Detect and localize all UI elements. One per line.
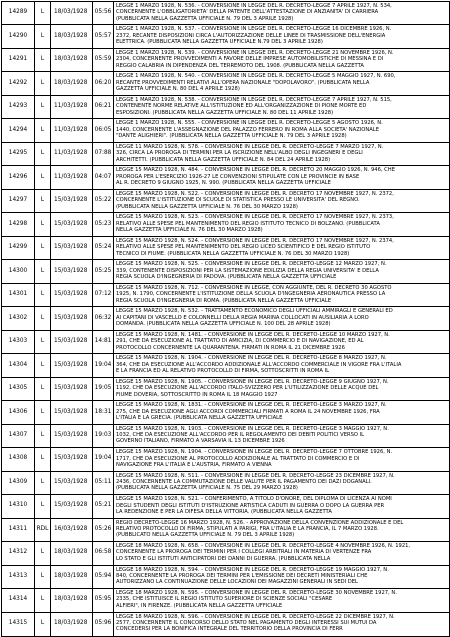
row-type: L [35,284,51,306]
row-date: 16/03/1928 [51,519,93,541]
row-date: 11/03/1928 [51,96,93,118]
row-time: 19:05 [93,378,114,400]
table-row [2,307,449,330]
table-row [2,542,449,565]
row-type: L [35,25,51,47]
table-row [2,25,449,48]
row-type: L [35,589,51,611]
row-time: 05:23 [93,213,114,235]
row-date: 18/03/1928 [51,589,93,611]
row-id: 14314 [2,589,35,611]
row-id: 14313 [2,566,35,588]
row-id: 14315 [2,613,35,636]
row-type: L [35,495,51,517]
table-row [2,143,449,166]
row-type: L [35,448,51,470]
row-text: LEGGE 15 MARZO 1928, N. 525. - CONVERSIONE IN LEGGE DEL R. DECRETO-LEGGE 12 MARZO 1927, N. 339, CONTENENTE DISPOSIZIONI PER LA SISTEMAZIONE EDILIZIA DELLA REGIA UNIVERSITA' E DELLA REGIA SCUOLA D'INGEGNERIA DI PADOVA. (PUBBLICATA NELLA GAZZETTA UFFICIALE [116,261,387,281]
row-id: 14298 [2,213,35,235]
row-type: L [35,307,51,329]
row-text: LEGGE 1 MARZO 1928, N. 537. - CONVERSIONE IN LEGGE DEL R. DECRETO-LEGGE 16 DICEMBRE 1926, N. 2372, RECANTE DISPOSIZIONI CIRCA L'AUTORIZZAZIONE DELLE LINEE DI TRASMISSIONE DELL'ENERGIA ELETTRICA. (PUBBLICATA NELLA GAZZETTA UFFICIALE N.79 DEL 3 APRILE 1928) [116,26,392,46]
row-id: 14291 [2,49,35,71]
row-time: 05:56 [93,2,114,24]
row-date: 15/03/1928 [51,425,93,447]
row-text: LEGGE 15 MARZO 1928, N. 521. - CONFERIMENTO, A TITOLO D'ONORE, DEL DIPLOMA DI LICENZA AI NOMI DEGLI STUDENTI DEGLI ISTITUTI D'ISTRUZIONE ARTISTICA CADUTI IN GUERRA O DOPO LA GUERRA PER LA REDENZIONE E PER LA DIFESA DELLA VITTORIA. (PUBBLICATA NELLA GAZZETTA [116,496,392,515]
table-row [2,448,449,471]
row-text: LEGGE 15 MARZO 1928, N. 1481. - CONVERSIONE IN LEGGE DEL R. DECRETO-LEGGE 10 MARZO 1927, N. 291, CHE DA ESECUZIONE AL TRATTATO DI AMICIZIA, DI COMMERCIO E DI NAVIGAZIONE, ED AL PROTOCOLLO CONCERNENTE LA QUARANTENA. FIRMATI IN ROMA IL 21 DICEMBRE 1926 [116,331,390,351]
row-type: L [35,119,51,141]
row-date: 11/03/1928 [51,143,93,165]
row-time: 06:05 [93,119,114,141]
row-id: 14302 [2,307,35,329]
row-time: 14:81 [93,331,114,353]
row-time: 06:21 [93,96,114,118]
row-date: 18/03/1928 [51,613,93,636]
row-type: L [35,472,51,494]
row-text: LEGGE 18 MARZO 1928, N. 658. - CONVERSIONE IN LEGGE DEL R. DECRETO-LEGGE 4 NOVEMBRE 1926, N. 1921, CONCERNENTE LA PROROGA DEI TERMINI PER I COLLEGI ARBITRALI IN MATERIA DI VERTENZE FRA LO STATO E GLI ISTITUTI ANTICIPATORI DEI DANNI DI GUERRA. (PUBBLICATA NELLA [116,543,411,562]
row-id: 14305 [2,378,35,400]
row-date: 15/03/1928 [51,378,93,400]
row-time: 05:96 [93,613,114,636]
row-time: 05:59 [93,49,114,71]
row-id: 14304 [2,354,35,376]
row-type: L [35,166,51,188]
row-id: 14296 [2,166,35,188]
row-time: 05:22 [93,190,114,212]
table-row [2,190,449,213]
row-type: L [35,354,51,376]
row-text: LEGGE 15 MARZO 1928, N. 522. - CONVERSIONE IN LEGGE DEL R. DECRETO 17 NOVEMBRE 1927, N. 2372, CONCERNENTE L'ISTITUZIONE DI SCUOLE DI STATISTICA PRESSO LE UNIVERSITA' DEL REGNO. (PUBBLICATA NELLA GAZZETTA UFFICIALE N. 76 DEL 30 MARZO 1928) [116,190,394,210]
row-type: L [35,96,51,118]
row-text: LEGGE 1 MARZO 1928, N. 538. - CONVERSIONE IN LEGGE DEL R. DECRETO-LEGGE 7 APRILE 1927, N. 515, CONTENENTE NORME RELATIVE ALL'ISTITUZIONE ED ALL'ORGANIZZAZIONE DI PIONE MORTE ED ESPOSIZIONI. (PUBBLICATA NELLA GAZZETTA UFFICIALE N. 80 DEL 11 APRILE 1928) [116,96,392,116]
row-time: 04:07 [93,166,114,188]
row-id: 14300 [2,260,35,282]
row-text: LEGGE 15 MARZO 1928, N. 523. - CONVERSIONE IN LEGGE DEL R. DECRETO 17 NOVEMBRE 1927, N. 2373, RELATIVO ALLE SPESE PEL MANTENIMENTO DEL REGIO ISTITUTO TECNICO DI BOLZANO. (PUBBLICATA NELLA GAZZETTA UFFICIALE N. 76 DEL 30 MARZO 1928) [116,214,394,234]
row-type: L [35,49,51,71]
row-date: 15/03/1928 [51,495,93,517]
row-id: 14311 [2,519,35,541]
row-time: 05:94 [93,566,114,588]
row-date: 15/03/1928 [51,307,93,329]
row-time: 05:95 [93,589,114,611]
row-text: LEGGE 15 MARZO 1928, N. 524. - CONVERSIONE IN LEGGE DEL R. DECRETO 17 NOVEMBRE 1927, N. 2374, RELATIVO ALLE SPESE PEL MANTENIMENTO DEL REGIO LICEO SCIENTIFICO E DEL REGIO ISTITUTO TECNICO DI FIUME. (PUBBLICATA NELLA GAZZETTA UFFICIALE N. 76 DEL 30 MARZO 1928) [116,237,394,257]
row-text: LEGGE 15 MARZO 1928, N. 484. - CONVERSIONE IN LEGGE DEL R. DECRETO 20 MAGGIO 1926, N. 946, CHE PROROGA PER L'ESERCIZIO 1926-27 LE CONVENZIONI STIPULATE CON LE PROVINCIE IN BASE AL R. DECRETO 9 GIUGNO 1925, N. 990. (PUBBLICATA NELLA GAZZETTA UFFICIALE [116,167,395,187]
row-time: 06:20 [93,72,114,94]
row-date: 15/03/1928 [51,448,93,470]
row-id: 14307 [2,425,35,447]
row-date: 18/03/1928 [51,2,93,24]
row-id: 14306 [2,401,35,423]
row-date: 15/03/1928 [51,354,93,376]
row-time: 05:24 [93,237,114,259]
row-id: 14308 [2,448,35,470]
row-type: L [35,143,51,165]
row-date: 18/03/1928 [51,25,93,47]
row-type: L [35,331,51,353]
table-row [2,119,449,142]
row-id: 14293 [2,96,35,118]
row-date: 18/03/1928 [51,542,93,564]
table-row [2,237,449,260]
row-type: RDL [35,519,51,541]
row-date: 15/03/1928 [51,260,93,282]
row-date: 15/03/1928 [51,331,93,353]
table-row [2,213,449,236]
row-text: REGIO DECRETO-LEGGE 16 MARZO 1928, N. 526. - APPROVAZIONE DELLA CONVENZIONE ADDIZIONALE E DEL RELATIVO PROTOCOLLO DI FIRMA, STIPULATI A PARIGI, FRA L'ITALIA E LA FRANCIA, IL 7 MARZO 1928. (PUBBLICATO NELLA GAZZETTA UFFICIALE N. 79 DEL 3 APRILE 1928) [116,519,404,539]
table-row [2,495,449,518]
row-time: 07:88 [93,143,114,165]
row-date: 15/03/1928 [51,472,93,494]
row-id: 14292 [2,72,35,94]
row-text: LEGGE 15 MARZO 1928, N. 1904. - CONVERSIONE IN LEGGE DEL R. DECRETO-LEGGE 8 MARZO 1927, N. 364, CHE DA ESECUZIONE ALL'ACCORDO ADDIZIONALE ALL'ACCORDO COMMERCIALE IN VIGORE FRA L'ITALIA E LA FRANCIA ED AL RELATIVO PROTOCOLLO DI FIRMA, SOTTOSCRITTI IN ROMA IL [116,355,402,375]
row-id: 14312 [2,542,35,564]
row-date: 11/03/1928 [51,119,93,141]
row-id: 14309 [2,472,35,494]
table-row [2,49,449,72]
row-time: 07:12 [93,284,114,306]
row-time: 05:21 [93,495,114,517]
row-id: 14290 [2,25,35,47]
row-date: 15/03/1928 [51,401,93,423]
row-date: 18/03/1928 [51,72,93,94]
row-date: 15/03/1928 [51,213,93,235]
table-row [2,378,449,401]
row-type: L [35,613,51,636]
table-row [2,331,449,354]
row-date: 11/03/1928 [51,166,93,188]
row-text: LEGGE 11 MARZO 1928, N. 578. - CONVERSIONE IN LEGGE DEL R. DECRETO-LEGGE 7 MARZO 1927, N. 326, CIRCA LA PROROGA DI TERMINI PER LA ISCRIZIONE NELL'ALBO DEGLI INGEGNERI E DEGLI ARCHITETTI. (PUBBLICATA NELLA GAZZETTA UFFICIALE N. 84 DEL 24 APRILE 1928) [116,143,384,163]
row-text: LEGGE 15 MARZO 1928, N. 1905. - CONVERSIONE IN LEGGE DEL R. DECRETO-LEGGE 9 GIUGNO 1927, N. 1192, CHE DA ESECUZIONE ALL'ACCORDO ITALO-SVIZZERO PER L'UTILIZZAZIONE DELLE ACQUE DEL FIUME DOVERIA, SOTTOSCRITTO IN ROMA IL 18 MAGGIO 1927 [116,378,389,398]
table-row [2,260,449,283]
laws-table [1,1,450,637]
row-text: LEGGE 15 MARZO 1928, N. 511. - CONVERSIONE IN LEGGE DEL R. DECRETO-LEGGE 23 DICEMBRE 1927, N. 2436, CONCERNENTE LA COMMUTAZIONE DELLE VALUTE PER IL PAGAMENTO DEI DAZI DOGANALI. (PUBBLICATA NELLA GAZZETTA UFFICIALE N. 75 DEL 29 MARZO 1928) [116,472,395,492]
row-text: LEGGE 18 MARZO 1928, N. 595. - CONVERSIONE IN LEGGE DEL R. DECRETO-LEGGE 30 NOVEMBRE 1927, N. 2335, CHE ISTITUISCE IL REGIO ISTITUTO SUPERIORE DI SCIENZE SOCIALI "CESARE ALFIERI", IN FIRENZE. (PUBBLICATA NELLA GAZZETTA UFFICIALE [116,590,397,609]
row-date: 15/03/1928 [51,190,93,212]
row-date: 18/03/1928 [51,49,93,71]
row-type: L [35,72,51,94]
row-type: L [35,425,51,447]
table-row [2,613,449,636]
row-time: 05:11 [93,472,114,494]
row-time: 19:03 [93,425,114,447]
row-text: LEGGE 1 MARZO 1928, N. 540. - CONVERSIONE IN LEGGE DEL R. DECRETO-LEGGE 5 MAGGIO 1927, N. 690, RECANTE PROVVEDIMENTI RELATIVI ALL'OPERA NAZIONALE "DOPOLAVORO". (PUBBLICATA NELLA GAZZETTA UFFICIALE N. 80 DEL 4 APRILE 1928) [116,73,396,93]
row-id: 14310 [2,495,35,517]
row-text: LEGGE 15 MARZO 1928, N. 1831. - CONVERSIONE IN LEGGE DEL R. DECRETO-LEGGE 3 MARZO 1927, N. 275, CHE DA ESECUZIONE AGLI ACCORDI COMMERCIALI FIRMATI A ROMA IL 24 NOVEMBRE 1926, FRA L'ITALIA E LA GRECIA. (PUBBLICATA NELLA GAZZETTA UFFICIALE [116,402,387,421]
row-type: L [35,378,51,400]
row-id: 14301 [2,284,35,306]
row-time: 19:04 [93,354,114,376]
table-row [2,425,449,448]
row-time: 05:57 [93,25,114,47]
row-time: 06:32 [93,307,114,329]
row-type: L [35,237,51,259]
row-text: LEGGE 15 MARZO 1928, N. 1904. - CONVERSIONE IN LEGGE DEL R. DECRETO-LEGGE 7 OTTOBRE 1926, N. 1717, CHE DA ESECUZIONE AL PROTOCOLLO ADDIZIONALE AL TRATTATO DI COMMERCIO E DI NAVIGAZIONE FRA L'ITALIA E L'AUSTRIA, FIRMATO A VIENNA [116,449,393,468]
row-text: LEGGE 1 MARZO 1928, N. 539. - CONVERSIONE IN LEGGE DEL R. DECRETO-LEGGE 21 NOVEMBRE 1926, N. 2304, CONCERNENTE PROVVEDIMENTI A FAVORE DELLE IMPRESE AUTOMOBILISTICHE DI MESSINA E DI REGGIO CALABRIA IN DIPENDENZA DEL TERREMOTO DEL 1908. (PUBBLICATA NELLA GAZZETTA [116,49,394,69]
table-row [2,72,449,95]
row-id: 14295 [2,143,35,165]
row-type: L [35,213,51,235]
row-type: L [35,542,51,564]
row-text: LEGGE 15 MARZO 1928, N. 1903. - CONVERSIONE IN LEGGE DEL R. DECRETO-LEGGE 3 MAGGIO 1927, N. 1032, CHE DA ESECUZIONE ALL'ACCORDO PER IL REGOLAMENTO DEI DEBITI POLITICI VERSO IL GOVERNO ITALIANO, FIRMATO A VARSAVIA IL 13 DICEMBRE 1926 [116,425,389,445]
row-text: LEGGE 1 MARZO 1928, N. 536. - CONVERSIONE IN LEGGE DEL R. DECRETO-LEGGE 7 APRILE 1927, N. 534, CONCERNENTE L'OBBLIGATORIETA' DELLA PATENTE DELL'ATTESTAZIONE DI ANZIANITA' DI CARRIERA (PUBBLICATA NELLA GAZZETTA UFFICIALE N. 79 DEL 3 APRILE 1928) [116,3,392,22]
row-time: 18:31 [93,401,114,423]
table-row [2,96,449,119]
row-text: LEGGE 18 MARZO 1928, N. 594. - CONVERSIONE IN LEGGE DEL R. DECRETO-LEGGE 19 MAGGIO 1927, N. 840, CONCERNENTE LA PROROGA DEI TERMINI PER L'EMISSIONE DEI DECRETI MINISTERIALI CHE AUTORIZZANO LA CONTINUAZIONE DELLE LOCAZIONI DEI MAGAZZINI GENERALI IN SEDI DEL [116,566,389,586]
row-date: 18/03/1928 [51,566,93,588]
row-type: L [35,260,51,282]
row-text: LEGGE 18 MARZO 1928, N. 596. - CONVERSIONE IN LEGGE DEL R. DECRETO-LEGGE 22 DICEMBRE 1927, N. 2577, CONCERNENTE IL CONCORSO DELLO STATO NEL PAGAMENTO DEGLI INTERESSI SUI MUTUI DA CONCEDERSI PER LA BONIFICA INTEGRALE DEL TERRITORIO DELLA PROVINCIA DI FERR [116,613,395,633]
row-id: 14297 [2,190,35,212]
table-row [2,472,449,495]
row-time: 06:58 [93,542,114,564]
table-row [2,354,449,377]
row-id: 14299 [2,237,35,259]
row-time: 05:26 [93,519,114,541]
row-text: LEGGE 15 MARZO 1928, N. 712. - CONVERSIONE IN LEGGE, CON AGGIUNTE, DEL R. DECRETO 30 AGOSTO 1925, N. 1790, CONCERNENTE L'ISTITUZIONE DELLA SCUOLA D'INGEGNERIA AERONAUTICA PRESSO LA REGIA SCUOLA D'INGEGNERIA DI ROMA. (PUBBLICATA NELLA GAZZETTA UFFICIALE [116,284,392,304]
row-time: 19:04 [93,448,114,470]
row-text: LEGGE 15 MARZO 1928, N. 532. - TRATTAMENTO ECONOMICO DEGLI UFFICIALI AMMIRAGLI E GENERALI ED AI CAPITANI DI VASCELLO E COLONNELLI DELLA REGIA MARINA COLLOCATI IN AUSILIARIA A LORO DOMANDA. (PUBBLICATA NELLA GAZZETTA UFFICIALE N. 100 DEL 28 APRILE 1928) [116,308,393,328]
table-row [2,401,449,424]
table-row [2,2,449,25]
row-id: 14289 [2,2,35,24]
row-id: 14303 [2,331,35,353]
row-type: L [35,566,51,588]
row-text: LEGGE 1 MARZO 1928, N. 555. - CONVERSIONE IN LEGGE DEL R. DECRETO-LEGGE 5 AGOSTO 1926, N. 1440, CONCERNENTE L'ASSEGNAZIONE DEL PALAZZO FERRERO IN ROMA ALLA SOCIETA' NAZIONALE "DANTE ALIGHIERI". (PUBBLICATA NELLA GAZZETTA UFFICIALE N. 79 DEL 3 APRILE 1928) [116,120,383,140]
row-type: L [35,2,51,24]
row-type: L [35,190,51,212]
table-row [2,566,449,589]
table-row [2,166,449,189]
row-time: 05:25 [93,260,114,282]
row-type: L [35,401,51,423]
table-row [2,519,449,542]
row-date: 15/03/1928 [51,284,93,306]
table-row [2,589,449,612]
table-row [2,284,449,307]
row-date: 15/03/1928 [51,237,93,259]
row-id: 14294 [2,119,35,141]
